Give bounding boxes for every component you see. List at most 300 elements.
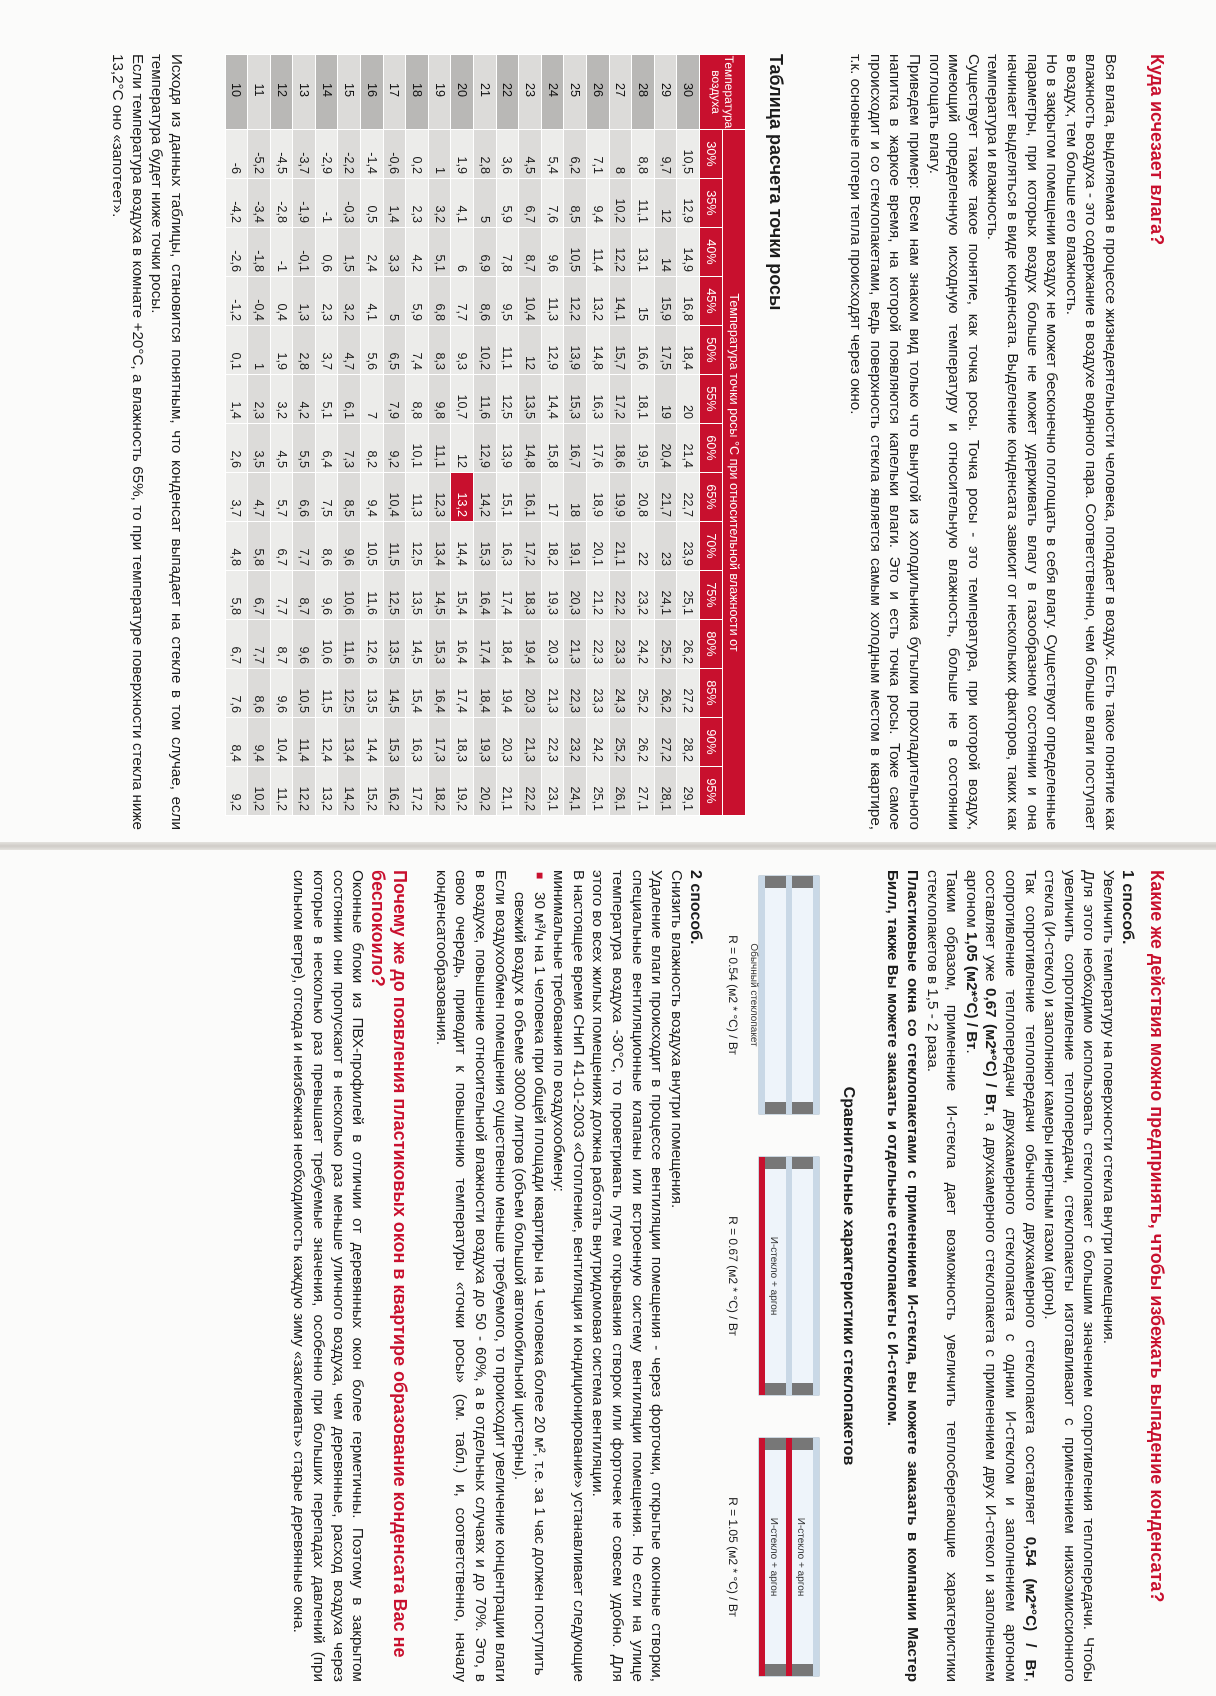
page-fold [0, 842, 1216, 850]
dew-point-cell: 18 [564, 473, 587, 522]
dew-point-cell: 10,5 [293, 669, 316, 718]
dew-point-cell: 7,7 [270, 571, 293, 620]
dew-point-cell: 10,1 [406, 424, 429, 473]
dew-point-cell: 9,5 [496, 277, 519, 326]
table-row [609, 55, 632, 816]
table-title: Таблица расчета точки росы [766, 54, 786, 311]
dew-point-cell: 8,8 [632, 130, 655, 179]
air-temperature-cell: 20 [451, 55, 474, 130]
method2-lead: Снизить влажность воздуха внутри помещения. [667, 870, 685, 1209]
dew-point-cell: 5,9 [406, 277, 429, 326]
dew-point-cell: 12 [654, 179, 677, 228]
column-header: 40% [700, 228, 723, 277]
table-group-header: Температура точки росы °С при относительной влажности от [723, 130, 746, 816]
dew-point-cell: 13,2 [587, 277, 610, 326]
dew-point-cell: -4,2 [225, 179, 248, 228]
dew-point-cell: 16,6 [632, 326, 655, 375]
dew-point-cell: 22,3 [541, 718, 564, 767]
dew-point-cell: 6,1 [338, 375, 361, 424]
dew-point-cell: 14,2 [474, 473, 497, 522]
dew-point-cell: 20,3 [519, 669, 542, 718]
dew-point-cell: 4,7 [248, 473, 271, 522]
dew-point-cell: 13,9 [496, 424, 519, 473]
left-body [846, 54, 1120, 830]
table-row [677, 55, 700, 816]
dew-point-cell: 4,7 [338, 326, 361, 375]
dew-point-cell: 20,1 [587, 522, 610, 571]
dew-point-cell: 21,3 [519, 718, 542, 767]
dew-point-cell: 14,1 [609, 277, 632, 326]
pane-label: И-стекло + аргон [767, 1236, 779, 1316]
diagrams-title: Сравнительные характеристики стеклопакетов [839, 1086, 857, 1466]
dew-point-cell: 9,6 [315, 571, 338, 620]
dew-point-cell: 3,3 [383, 228, 406, 277]
dew-point-cell: 5,7 [270, 473, 293, 522]
dew-point-cell: 21,1 [496, 767, 519, 816]
table-row [406, 55, 429, 816]
dew-point-cell: 5,8 [248, 522, 271, 571]
dew-point-cell: -2,9 [315, 130, 338, 179]
dew-point-cell: 6,6 [293, 473, 316, 522]
column-header: 45% [700, 277, 723, 326]
dew-point-cell: 13,9 [564, 326, 587, 375]
column-header: 55% [700, 375, 723, 424]
glass-unit-diagrams [726, 870, 829, 1682]
dew-point-cell: 3,2 [338, 277, 361, 326]
dew-point-cell: 25,2 [632, 669, 655, 718]
dew-point-cell: 10,4 [519, 277, 542, 326]
paragraph: Вся влага, выделяемая в процессе жизнедеятельности человека, попадает в воздух. Есть такое понятие как влажность воздуха - это содержание в воздухе водяного пара. Соответственно, чем больше влаги поступает в воздух, тем больше его влажность. [1062, 54, 1119, 830]
dew-point-cell: 17,4 [451, 669, 474, 718]
dew-point-cell: 23,3 [609, 620, 632, 669]
table-row [383, 55, 406, 816]
dew-point-cell: 15,3 [428, 620, 451, 669]
list-item: ■ 30 м³/ч на 1 человека при общей площади квартиры на 1 человека более 20 м², т.е. за 1 час должен поступить свежий воздух в объеме 30000 литров (объем большой автомобильной цистерны). [510, 892, 549, 1682]
dew-point-cell: 21,1 [609, 522, 632, 571]
dew-point-cell: 4,1 [451, 179, 474, 228]
dew-point-cell: 7,6 [541, 179, 564, 228]
air-temperature-cell: 12 [270, 55, 293, 130]
dew-point-cell: 0,6 [315, 228, 338, 277]
right-heading: Какие же действия можно предпринять, чтобы избежать выпадение конденсата? [1147, 870, 1167, 1603]
dew-point-cell: 13,5 [383, 620, 406, 669]
table-row [338, 55, 361, 816]
table-row [564, 55, 587, 816]
dew-point-cell: 17,6 [587, 424, 610, 473]
dew-point-cell: 7,8 [496, 228, 519, 277]
dew-point-cell: 20,2 [474, 767, 497, 816]
dew-point-cell: 12,9 [677, 179, 700, 228]
dew-point-cell: 16,3 [587, 375, 610, 424]
dew-point-cell: 17,2 [406, 767, 429, 816]
dew-point-table [225, 54, 746, 816]
dew-point-cell: 8 [609, 130, 632, 179]
dew-point-cell: 12,5 [496, 375, 519, 424]
air-temperature-cell: 15 [338, 55, 361, 130]
table-row [541, 55, 564, 816]
dew-point-cell: 9,8 [428, 375, 451, 424]
dew-point-cell: 19,3 [474, 718, 497, 767]
dew-point-cell: 3,2 [270, 375, 293, 424]
dew-point-cell: 19,4 [496, 669, 519, 718]
dew-point-cell: 23,1 [541, 767, 564, 816]
air-temperature-cell: 18 [406, 55, 429, 130]
dew-point-cell: 7,7 [248, 620, 271, 669]
dew-point-cell: 6,5 [383, 326, 406, 375]
dew-point-cell: 22,2 [609, 571, 632, 620]
dew-point-cell: 9,4 [361, 473, 384, 522]
air-temperature-cell: 10 [225, 55, 248, 130]
table-row [654, 55, 677, 816]
dew-point-cell: 15,4 [451, 571, 474, 620]
dew-point-cell: 27,2 [677, 669, 700, 718]
paragraph: Так сопротивление теплопередачи обычного двухкамерного стеклопакета составляет 0,54 (м2*°С) / Вт, сопротивление теплопередачи двухкамерного стеклопакета с одним И-стеклом и заполнением аргоном составляет уже 0,67 (м2*°С) / Вт, а двухкамерного стеклопакета с применением двух И-стекол и заполнением аргоном 1,05 (м2*°С) / Вт. [962, 870, 1039, 1682]
dew-point-cell: 19,1 [564, 522, 587, 571]
dew-point-cell: 23,2 [632, 571, 655, 620]
dew-point-cell: 5,9 [496, 179, 519, 228]
dew-point-cell: 21,2 [587, 571, 610, 620]
dew-point-cell: 20,3 [564, 571, 587, 620]
dew-point-cell: 25,2 [654, 620, 677, 669]
dew-point-cell: -1,8 [248, 228, 271, 277]
paragraph: Существует также такое понятие, как точка росы. Точка росы - это температура, при которой воздух, имеющий определенную исходную температуру и относительную влажность, больше не в состоянии поглощать влагу. [925, 54, 982, 830]
dew-point-cell: 21,3 [564, 620, 587, 669]
paragraph: Приведем пример: Всем нам знаком вид только что вынутой из холодильника бутылки прохладительного напитка в жаркое время, на которой появляются капельки влаги. Это и есть точка росы. Тоже самое происходит и со стеклопакетами, ведь поверхность стекла является самым холодным местом в квартире, т.к. основные потери тепла происходят через окно. [847, 54, 924, 830]
dew-point-cell: 24,1 [564, 767, 587, 816]
dew-point-cell: 18,4 [474, 669, 497, 718]
dew-point-cell: 7,1 [587, 130, 610, 179]
dew-point-cell: 14 [654, 228, 677, 277]
dew-point-cell: 17,5 [654, 326, 677, 375]
column-header: 90% [700, 718, 723, 767]
air-temperature-cell: 27 [609, 55, 632, 130]
table-row [315, 55, 338, 816]
dew-point-cell: 20,8 [632, 473, 655, 522]
dew-point-cell: 26,2 [632, 718, 655, 767]
air-temperature-cell: 16 [361, 55, 384, 130]
dew-point-cell: 14,8 [519, 424, 542, 473]
dew-point-cell: 23 [654, 522, 677, 571]
air-temperature-cell: 28 [632, 55, 655, 130]
dew-point-cell: -6 [225, 130, 248, 179]
dew-point-cell: 11,6 [338, 620, 361, 669]
table-row [496, 55, 519, 816]
dew-point-cell: 18,9 [587, 473, 610, 522]
dew-point-cell: 7,5 [315, 473, 338, 522]
dew-point-cell: 10,2 [248, 767, 271, 816]
glass-unit-standard [726, 870, 829, 1120]
dew-point-cell: 7,7 [451, 277, 474, 326]
dew-point-cell: -2,6 [225, 228, 248, 277]
dew-point-cell: 11,3 [541, 277, 564, 326]
dew-point-cell: 16,3 [406, 718, 429, 767]
r-value: R = 1.05 (м2 * °С) / Вт [725, 1497, 740, 1617]
dew-point-cell: 1 [428, 130, 451, 179]
dew-point-cell: 15,8 [541, 424, 564, 473]
air-temperature-cell: 24 [541, 55, 564, 130]
air-temperature-cell: 14 [315, 55, 338, 130]
table-row [632, 55, 655, 816]
dew-point-cell: 2,3 [248, 375, 271, 424]
dew-point-cell: 8,5 [338, 473, 361, 522]
dew-point-cell: 17,4 [496, 571, 519, 620]
dew-point-cell: 12,2 [293, 767, 316, 816]
dew-point-cell: 13,2 [451, 473, 474, 522]
dew-point-cell: 15,3 [474, 522, 497, 571]
dew-point-cell: 11,5 [383, 522, 406, 571]
glass-unit-diagram [749, 1432, 829, 1682]
method1-lead: Увеличить температуру на поверхности стекла внутри помещения. [1100, 870, 1117, 1344]
footer-paragraph: Если температура воздуха в комнате +20°С, а влажность 65%, то при температуре поверхности стекла ниже 13,2°С оно «запотеет». [109, 54, 146, 830]
column-header: 50% [700, 326, 723, 375]
dew-point-cell: 5,8 [225, 571, 248, 620]
air-temperature-cell: 19 [428, 55, 451, 130]
dew-point-cell: 8,2 [361, 424, 384, 473]
dew-point-cell: 15,9 [654, 277, 677, 326]
column-header: 35% [700, 179, 723, 228]
dew-point-cell: 14,5 [383, 669, 406, 718]
table-row [519, 55, 542, 816]
dew-point-cell: 12 [519, 326, 542, 375]
dew-point-cell: 0,1 [225, 326, 248, 375]
dew-point-cell: 17,2 [519, 522, 542, 571]
dew-point-cell: -2,8 [270, 179, 293, 228]
dew-point-cell: 19,4 [519, 620, 542, 669]
dew-point-cell: -0,3 [338, 179, 361, 228]
dew-point-cell: 13,2 [315, 767, 338, 816]
dew-point-cell: 27,2 [654, 718, 677, 767]
glass-unit-diagram [749, 870, 829, 1120]
dew-point-cell: 17,4 [474, 620, 497, 669]
dew-point-cell: 19,2 [451, 767, 474, 816]
dew-point-cell: 18,4 [496, 620, 519, 669]
dew-point-cell: 22,7 [677, 473, 700, 522]
dew-point-cell: 14,4 [541, 375, 564, 424]
air-temperature-cell: 11 [248, 55, 271, 130]
dew-point-cell: 7,7 [293, 522, 316, 571]
dew-point-cell: 11,5 [315, 669, 338, 718]
dew-point-cell: 12,5 [406, 522, 429, 571]
dew-point-cell: -0,4 [248, 277, 271, 326]
dew-point-cell: 3,5 [248, 424, 271, 473]
dew-point-cell: 26,2 [677, 620, 700, 669]
dew-point-cell: 23,2 [564, 718, 587, 767]
table-row [248, 55, 271, 816]
table-body [225, 55, 699, 816]
dew-point-cell: 10,7 [451, 375, 474, 424]
dew-point-cell: 13,1 [632, 228, 655, 277]
dew-point-cell: 18,2 [428, 767, 451, 816]
dew-point-cell: 24,2 [632, 620, 655, 669]
dew-point-cell: 9,6 [293, 620, 316, 669]
dew-point-cell: 12,3 [428, 473, 451, 522]
dew-point-cell: -0,6 [383, 130, 406, 179]
requirements-list [510, 870, 549, 1682]
column-header: 85% [700, 669, 723, 718]
r-value: R = 0.67 (м2 * °С) / Вт [725, 1216, 740, 1336]
dew-point-cell: 2,4 [361, 228, 384, 277]
paragraph: Для этого необходимо использовать стеклопакет с большим значением сопротивления теплопередачи. Чтобы увеличить сопротивление теплопередачи, стеклопакеты изготавливают с применением низкоэмиссионного стекла (И-стекло) и заполняют камеры инертным газом (аргон). [1041, 870, 1098, 1682]
table-row [428, 55, 451, 816]
dew-point-cell: 2,3 [406, 179, 429, 228]
column-header: 65% [700, 473, 723, 522]
dew-point-cell: 7,6 [225, 669, 248, 718]
table-row [225, 55, 248, 816]
dew-point-cell: 29,1 [677, 767, 700, 816]
dew-point-cell: 9,6 [541, 228, 564, 277]
dew-point-cell: 12 [451, 424, 474, 473]
dew-point-cell: 18,3 [451, 718, 474, 767]
dew-point-cell: -1 [270, 228, 293, 277]
dew-point-cell: 18,3 [519, 571, 542, 620]
table-row [474, 55, 497, 816]
glass-unit-ilow-1 [726, 1151, 829, 1401]
dew-point-cell: 12,5 [383, 571, 406, 620]
dew-point-cell: 10,2 [474, 326, 497, 375]
right-page [0, 852, 1216, 1696]
left-page [0, 0, 1216, 840]
dew-point-cell: 2,8 [293, 326, 316, 375]
dew-point-cell: 1,4 [383, 179, 406, 228]
dew-point-cell: 6,4 [315, 424, 338, 473]
dew-point-cell: -3,4 [248, 179, 271, 228]
dew-point-cell: 21,4 [677, 424, 700, 473]
dew-point-cell: 7 [361, 375, 384, 424]
dew-point-cell: 8,6 [474, 277, 497, 326]
dew-point-cell: 5,5 [293, 424, 316, 473]
column-header: 70% [700, 522, 723, 571]
dew-point-cell: 3,2 [428, 179, 451, 228]
dew-point-cell: 10,4 [383, 473, 406, 522]
dew-point-cell: 14,5 [428, 571, 451, 620]
dew-point-cell: 6,2 [564, 130, 587, 179]
table-corner-header: Температура воздуха [700, 55, 746, 130]
dew-point-cell: 10,5 [564, 228, 587, 277]
dew-point-cell: 14,8 [587, 326, 610, 375]
footer-paragraph: Исходя из данных таблицы, становится понятным, что конденсат выпадает на стекле в том случае, если температура будет ниже точки росы. [148, 54, 185, 830]
dew-point-cell: 5,1 [428, 228, 451, 277]
promo-paragraph: Пластиковые окна со стеклопакетами с применением И-стекла, вы можете заказать в компании Мастер Билл, также Вы можете заказать и отдельные стеклопакеты с И-стеклом. [884, 870, 922, 1682]
dew-point-cell: 16,3 [496, 522, 519, 571]
dew-point-cell: 21,7 [654, 473, 677, 522]
dew-point-cell: 9,2 [383, 424, 406, 473]
dew-point-cell: 0,5 [361, 179, 384, 228]
dew-point-cell: 20 [677, 375, 700, 424]
dew-point-cell: 4,8 [225, 522, 248, 571]
air-temperature-cell: 30 [677, 55, 700, 130]
dew-point-cell: 12,6 [361, 620, 384, 669]
dew-point-cell: 9,4 [248, 718, 271, 767]
dew-point-cell: 6,7 [519, 179, 542, 228]
dew-point-cell: -1,9 [293, 179, 316, 228]
dew-point-cell: 9,6 [338, 522, 361, 571]
paragraph: Удаление влаги происходит в процессе вентиляции помещения - через форточки, открытые оконные створки, специальные вентиляционные клапаны или встроенную систему вентиляции помещения. Но если на улице температура воздуха -30°С, то проветривать путем открывания створок или форточек не совсем удобно. Для этого во всех жилых помещениях должна работать внутридомовая система вентиляции. [589, 870, 666, 1682]
dew-point-cell: 1,4 [225, 375, 248, 424]
dew-point-cell: 8,7 [519, 228, 542, 277]
dew-point-cell: 10,5 [361, 522, 384, 571]
dew-point-cell: 0,4 [270, 277, 293, 326]
left-footer [108, 54, 186, 830]
paragraph: В настоящее время СНиП 41-01-2003 «Отопление, вентиляция и кондиционирование» устанавливает следующие минимальные требования по воздухообмену: [550, 870, 587, 1682]
dew-point-cell: 19,9 [609, 473, 632, 522]
dew-point-cell: 6,7 [225, 620, 248, 669]
dew-point-cell: -3,7 [293, 130, 316, 179]
dew-point-cell: 9,4 [587, 179, 610, 228]
dew-point-cell: 11,4 [293, 718, 316, 767]
dew-point-cell: 28,2 [677, 718, 700, 767]
dew-point-cell: 17 [541, 473, 564, 522]
dew-point-cell: 12,2 [609, 228, 632, 277]
dew-point-cell: 20,3 [541, 620, 564, 669]
air-temperature-cell: 13 [293, 55, 316, 130]
dew-point-cell: 14,4 [451, 522, 474, 571]
dew-point-cell: 7,3 [338, 424, 361, 473]
dew-point-cell: 11,2 [270, 767, 293, 816]
column-header: 30% [700, 130, 723, 179]
table-row [270, 55, 293, 816]
dew-point-cell: 22,2 [519, 767, 542, 816]
dew-point-cell: 14,4 [361, 718, 384, 767]
dew-point-cell: 24,2 [587, 718, 610, 767]
dew-point-cell: 8,5 [564, 179, 587, 228]
dew-point-cell: 10,4 [270, 718, 293, 767]
dew-point-cell: 11,6 [474, 375, 497, 424]
dew-point-cell: -2,2 [338, 130, 361, 179]
pane-label: И-стекло + аргон [767, 1517, 779, 1597]
method1-title: 1 способ. [1119, 870, 1136, 945]
right-heading-2: Почему же до появления пластиковых окон в квартире образование конденсата Вас не беспокоило? [368, 870, 411, 1658]
dew-point-cell: 10,2 [609, 179, 632, 228]
pane-label: И-стекло + аргон [794, 1517, 806, 1597]
dew-point-cell: 4,2 [293, 375, 316, 424]
dew-point-cell: 20,3 [496, 718, 519, 767]
r-value: R = 0.54 (м2 * °С) / Вт [725, 935, 740, 1055]
dew-point-cell: 8,6 [248, 669, 271, 718]
dew-point-cell: 9,7 [654, 130, 677, 179]
dew-point-cell: 15,7 [609, 326, 632, 375]
dew-point-cell: 27,1 [632, 767, 655, 816]
glass-unit-ilow-2 [726, 1432, 829, 1682]
dew-point-cell: 16,2 [383, 767, 406, 816]
dew-point-cell: 22 [632, 522, 655, 571]
dew-point-cell: -1,4 [361, 130, 384, 179]
dew-point-cell: 5,6 [361, 326, 384, 375]
dew-point-cell: 25,1 [587, 767, 610, 816]
dew-point-cell: 6,7 [270, 522, 293, 571]
dew-point-cell: 16,8 [677, 277, 700, 326]
air-temperature-cell: 26 [587, 55, 610, 130]
dew-point-cell: 8,3 [428, 326, 451, 375]
dew-point-cell: 0,2 [406, 130, 429, 179]
dew-point-cell: 22,3 [587, 620, 610, 669]
dew-point-cell: 13,4 [428, 522, 451, 571]
dew-point-cell: 3,7 [315, 326, 338, 375]
dew-point-cell: 13,5 [361, 669, 384, 718]
dew-point-cell: 24,3 [609, 669, 632, 718]
dew-point-cell: 1,9 [270, 326, 293, 375]
dew-point-cell: 8,6 [315, 522, 338, 571]
dew-point-cell: 18,4 [677, 326, 700, 375]
pane-label: Обычный стеклопакет [748, 943, 759, 1047]
dew-point-cell: 8,8 [406, 375, 429, 424]
table-row [361, 55, 384, 816]
dew-point-cell: 12,4 [315, 718, 338, 767]
left-heading: Куда исчезает влага? [1147, 54, 1167, 246]
column-header: 95% [700, 767, 723, 816]
glass-unit-diagram [749, 1151, 829, 1401]
dew-point-cell: 15,2 [361, 767, 384, 816]
table-column-headers [700, 55, 723, 816]
